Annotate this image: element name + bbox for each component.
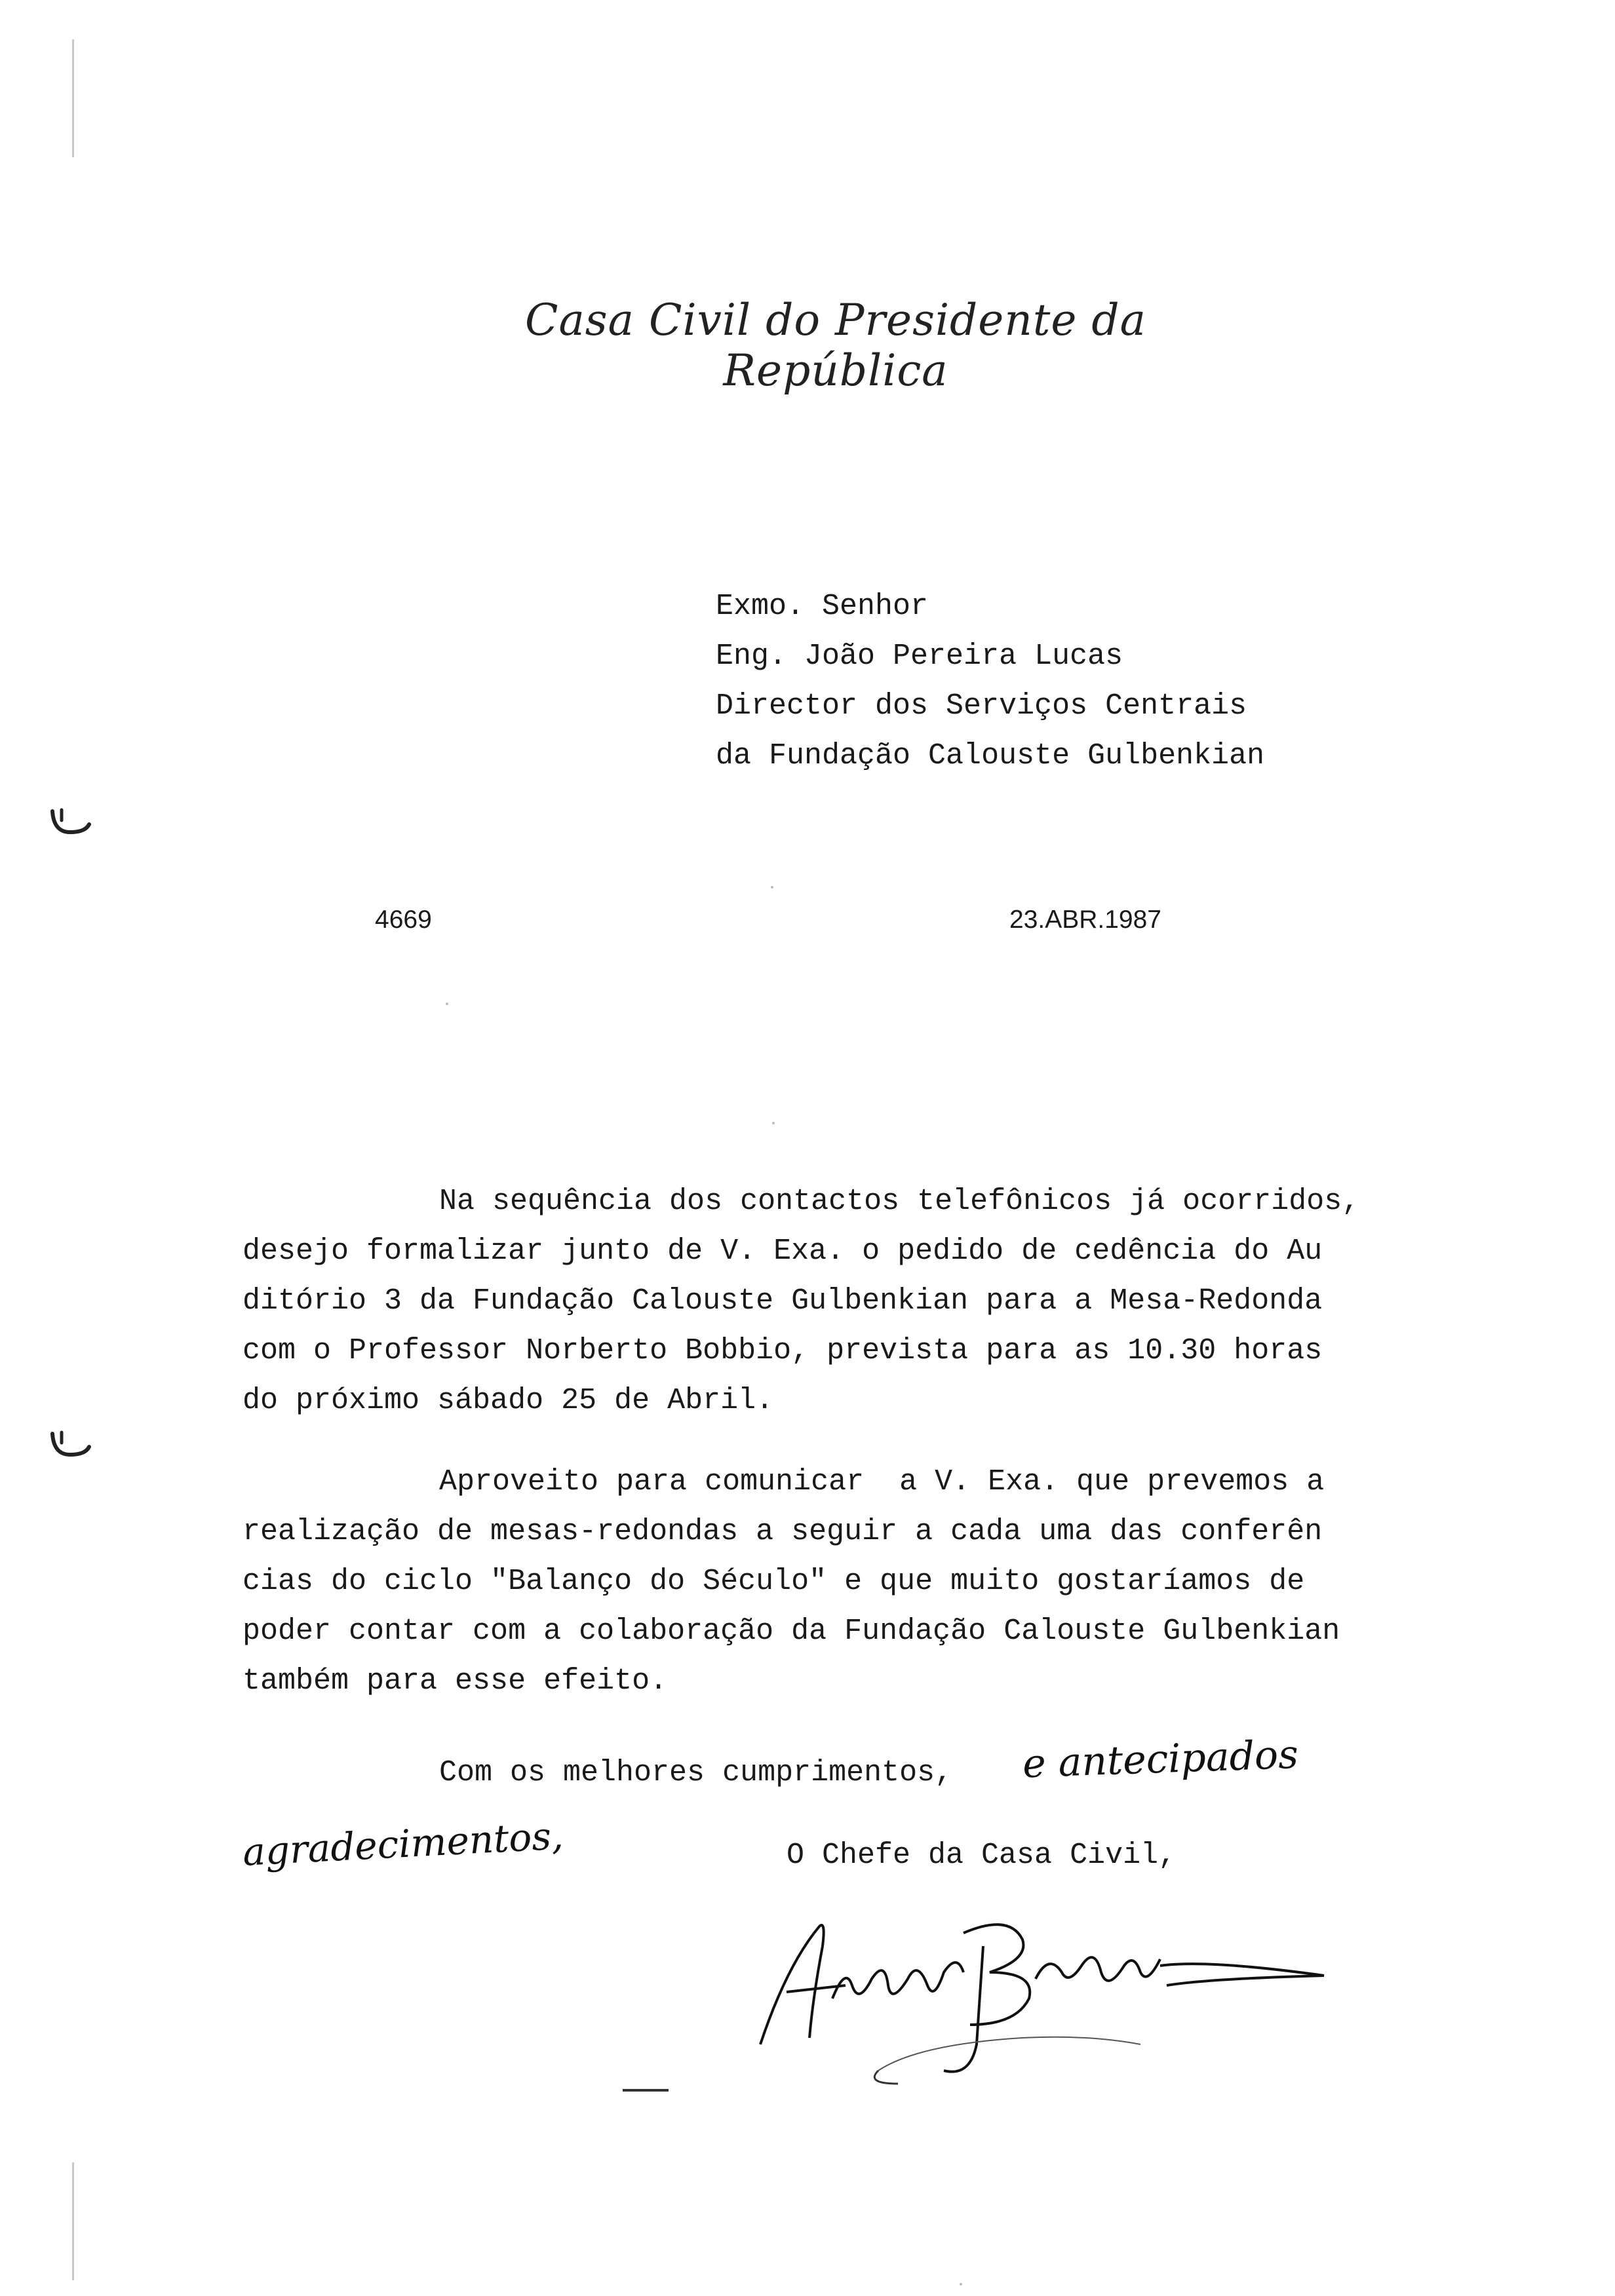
reference-number: 4669 [375, 906, 432, 934]
body-line: Na sequência dos contactos telefônicos já ocorridos, [439, 1185, 1360, 1218]
body-paragraph-2 [243, 1457, 1340, 1706]
closing-line: Com os melhores cumprimentos, [439, 1756, 953, 1789]
pen-mark [623, 2089, 669, 2092]
recipient-line: da Fundação Calouste Gulbenkian [716, 739, 1265, 773]
recipient-line: Exmo. Senhor [716, 590, 929, 623]
handwritten-addition-2: agradecimentos, [241, 1813, 565, 1875]
letter-date: 23.ABR.1987 [1009, 906, 1162, 934]
punch-hole-mark-top [47, 806, 93, 839]
binder-line-top [72, 39, 74, 157]
body-line: desejo formalizar junto de V. Exa. o pedido de cedência do Au [243, 1234, 1323, 1268]
body-line: Aproveito para comunicar a V. Exa. que prevemos a [439, 1465, 1325, 1499]
binder-line-bottom [72, 2162, 74, 2280]
recipient-line: Director dos Serviços Centrais [716, 689, 1247, 723]
body-line: também para esse efeito. [243, 1664, 668, 1698]
body-line: cias do ciclo "Balanço do Século" e que muito gostaríamos de [243, 1565, 1305, 1598]
paper-speck [772, 1122, 775, 1124]
body-line: poder contar com a colaboração da Fundação Calouste Gulbenkian [243, 1615, 1340, 1648]
body-line: com o Professor Norberto Bobbio, prevista para as 10.30 horas [243, 1334, 1323, 1368]
body-line: do próximo sábado 25 de Abril. [243, 1384, 774, 1417]
paper-speck [771, 886, 773, 889]
body-line: ditório 3 da Fundação Calouste Gulbenkian para a Mesa-Redonda [243, 1284, 1323, 1318]
handwritten-addition-1: e antecipados [1021, 1731, 1300, 1788]
punch-hole-mark-bottom [47, 1428, 93, 1461]
recipient-address [716, 582, 1264, 781]
letterhead: Casa Civil do Presidente da República [524, 295, 1147, 396]
recipient-line: Eng. João Pereira Lucas [716, 640, 1123, 673]
body-line: realização de mesas-redondas a seguir a cada uma das conferên [243, 1515, 1323, 1548]
signature [747, 1887, 1337, 2097]
paper-speck [446, 1003, 448, 1005]
signer-title: O Chefe da Casa Civil, [787, 1839, 1177, 1872]
paper-speck [960, 2283, 962, 2286]
body-paragraph-1 [243, 1177, 1359, 1426]
